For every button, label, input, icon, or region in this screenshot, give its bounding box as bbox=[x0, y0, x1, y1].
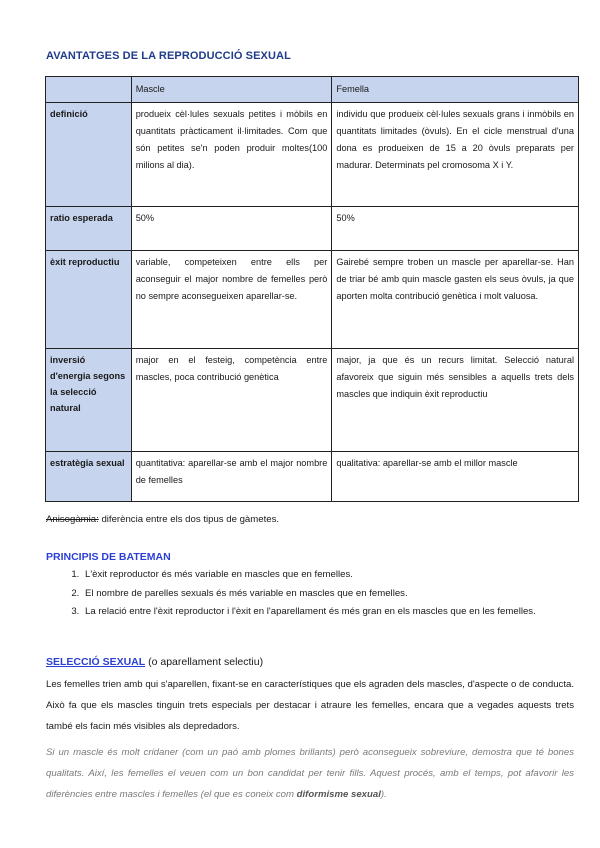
anisogamia-definition bbox=[46, 514, 279, 525]
cell-femella: 50% bbox=[332, 207, 579, 251]
cell-femella: major, ja que és un recurs limitat. Selecció natural afavoreix que siguin més sensibles a aquells trets dels mascles que indiquin èxit reproductiu bbox=[332, 349, 579, 452]
table-row bbox=[46, 251, 579, 349]
header-femella: Femella bbox=[332, 77, 579, 103]
diformisme-term: diformisme sexual bbox=[296, 789, 381, 800]
table-row bbox=[46, 207, 579, 251]
row-label: èxit reproductiu bbox=[46, 251, 132, 349]
header-empty bbox=[46, 77, 132, 103]
seleccio-paragraph: Les femelles trien amb qui s'aparellen, fixant-se en característiques que els agraden dels mascles, d'aspecte o de conducta. Això fa que els mascles tinguin trets especials per destacar i atraure les femelles, encara que a vegades aquests trets també els facin més visibles als depredadors. bbox=[46, 679, 574, 732]
cell-mascle: produeix cèl·lules sexuals petites i mòbils en quantitats pràcticament il·limitades. Com que són petites se'n poden produir moltes(100 milions al dia). bbox=[131, 103, 332, 207]
anisogamia-term: Anisogàmia: bbox=[46, 514, 99, 525]
list-item: 1. L'èxit reproductor és més variable en mascles que en femelles. bbox=[82, 566, 600, 585]
seleccio-heading bbox=[46, 656, 263, 668]
row-label: inversió d'energia segons la selecció natural bbox=[46, 349, 132, 452]
bateman-list bbox=[46, 566, 600, 622]
italic-end: ). bbox=[380, 789, 387, 800]
cell-femella: individu que produeix cèl·lules sexuals grans i inmòbils en quantitats limitades (òvuls). En el cicle menstrual d'una dona es produeixen de 15 a 20 òvuls preparats per madurar. Determinats pel cromosoma X i Y. bbox=[332, 103, 579, 207]
table-row bbox=[46, 452, 579, 502]
table-header-row bbox=[46, 77, 579, 103]
cell-mascle: major en el festeig, competència entre mascles, poca contribució genètica bbox=[131, 349, 332, 452]
cell-mascle: 50% bbox=[131, 207, 332, 251]
cell-mascle: quantitativa: aparellar-se amb el major nombre de femelles bbox=[131, 452, 332, 502]
seleccio-subtitle: (o aparellament selectiu) bbox=[145, 656, 264, 668]
row-label: definició bbox=[46, 103, 132, 207]
table-row bbox=[46, 103, 579, 207]
table-row bbox=[46, 349, 579, 452]
bateman-heading: PRINCIPIS DE BATEMAN bbox=[46, 551, 171, 563]
cell-femella: qualitativa: aparellar-se amb el millor mascle bbox=[332, 452, 579, 502]
list-item: 3. La relació entre l'èxit reproductor i l'èxit en l'aparellament és més gran en els mascles que en les femelles. bbox=[82, 603, 600, 622]
italic-text: Si un mascle és molt cridaner (com un paó amb plomes brillants) però aconsegueix sobreviure, demostra que té bones qualitats. Així, les femelles el veuen com un bon candidat per tenir fills. Aquest procés, amb el temps, pot afavorir les diferències entre mascles i femelles (el que es coneix com bbox=[46, 747, 574, 800]
list-item: 2. El nombre de parelles sexuals és més variable en mascles que en femelles. bbox=[82, 585, 600, 604]
row-label: estratègia sexual bbox=[46, 452, 132, 502]
header-mascle: Mascle bbox=[131, 77, 332, 103]
document-title: AVANTATGES DE LA REPRODUCCIÓ SEXUAL bbox=[46, 50, 291, 62]
anisogamia-text: diferència entre els dos tipus de gàmetes. bbox=[98, 514, 280, 525]
row-label: ratio esperada bbox=[46, 207, 132, 251]
italic-paragraph bbox=[46, 742, 574, 805]
seleccio-title: SELECCIÓ SEXUAL bbox=[46, 656, 146, 668]
comparison-table bbox=[45, 76, 579, 502]
cell-mascle: variable, competeixen entre ells per aconseguir el major nombre de femelles però no sempre aconsegueixen aparellar-se. bbox=[131, 251, 332, 349]
cell-femella: Gairebé sempre troben un mascle per aparellar-se. Han de triar bé amb quin mascle gasten els seus òvuls, ja que aporten molta contribució genètica i molt valuosa. bbox=[332, 251, 579, 349]
